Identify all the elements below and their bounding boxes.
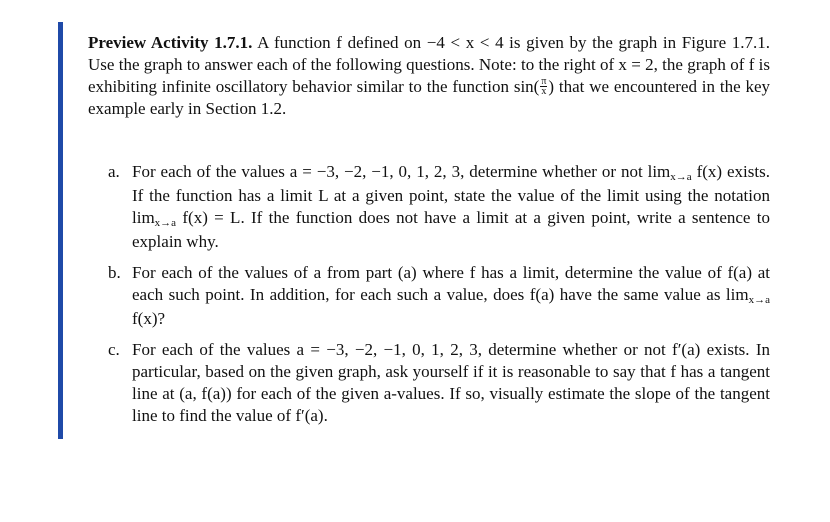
pi-over-x-fraction bbox=[540, 77, 547, 96]
activity-title: Preview Activity 1.7.1. bbox=[88, 33, 253, 52]
part-a-text-1: For each of the values a = −3, −2, −1, 0, 1, 2, 3, determine whether or not lim bbox=[132, 162, 671, 181]
part-b-text-2: f(x)? bbox=[132, 309, 166, 328]
part-a-letter: a. bbox=[108, 162, 120, 181]
intro-text-start: A function f defined on −4 < x < 4 is given by the graph in Figure 1.7.1. Use the graph to answer each of the following questions. Note: to the right of x = 2, the graph of f is exhibiting infinite oscillatory behavior similar to the function sin( bbox=[88, 33, 770, 96]
part-a-limit-subscript-1: x→a bbox=[670, 171, 692, 183]
activity-intro bbox=[88, 32, 770, 120]
part-b-text-1: For each of the values of a from part (a) where f has a limit, determine the value of f(a) at each such point. In addition, for each such a value, does f(a) have the same value as lim bbox=[132, 263, 770, 304]
activity-left-bar bbox=[58, 22, 63, 439]
part-b-letter: b. bbox=[108, 263, 121, 282]
preview-activity bbox=[58, 22, 778, 439]
part-b-limit-subscript: x→a bbox=[748, 294, 770, 306]
intro-text-end: ) that we encountered in the key example early in Section 1.2. bbox=[88, 77, 771, 118]
part-b bbox=[108, 262, 770, 330]
part-c-text: For each of the values a = −3, −2, −1, 0, 1, 2, 3, determine whether or not f′(a) exists. In particular, based on the given graph, ask yourself if it is reasonable to say that f has a tangent line at (a, f(a)) for each of the given a-values. If so, visually estimate the slope of the tangent line to find the value of f′(a). bbox=[132, 340, 770, 425]
activity-parts-list bbox=[108, 161, 770, 436]
part-a bbox=[108, 161, 770, 253]
fraction-numerator: π bbox=[541, 75, 547, 87]
part-a-text-2: f(x) exists. If the function has a limit L at a given point, state the value of the limit using the notation lim bbox=[132, 162, 770, 227]
part-a-text-3: f(x) = L. If the function does not have a limit at a given point, write a sentence to explain why. bbox=[132, 208, 770, 251]
fraction-denominator: x bbox=[541, 85, 547, 97]
part-c bbox=[108, 339, 770, 427]
part-a-limit-subscript-2: x→a bbox=[154, 217, 177, 229]
part-c-letter: c. bbox=[108, 340, 120, 359]
